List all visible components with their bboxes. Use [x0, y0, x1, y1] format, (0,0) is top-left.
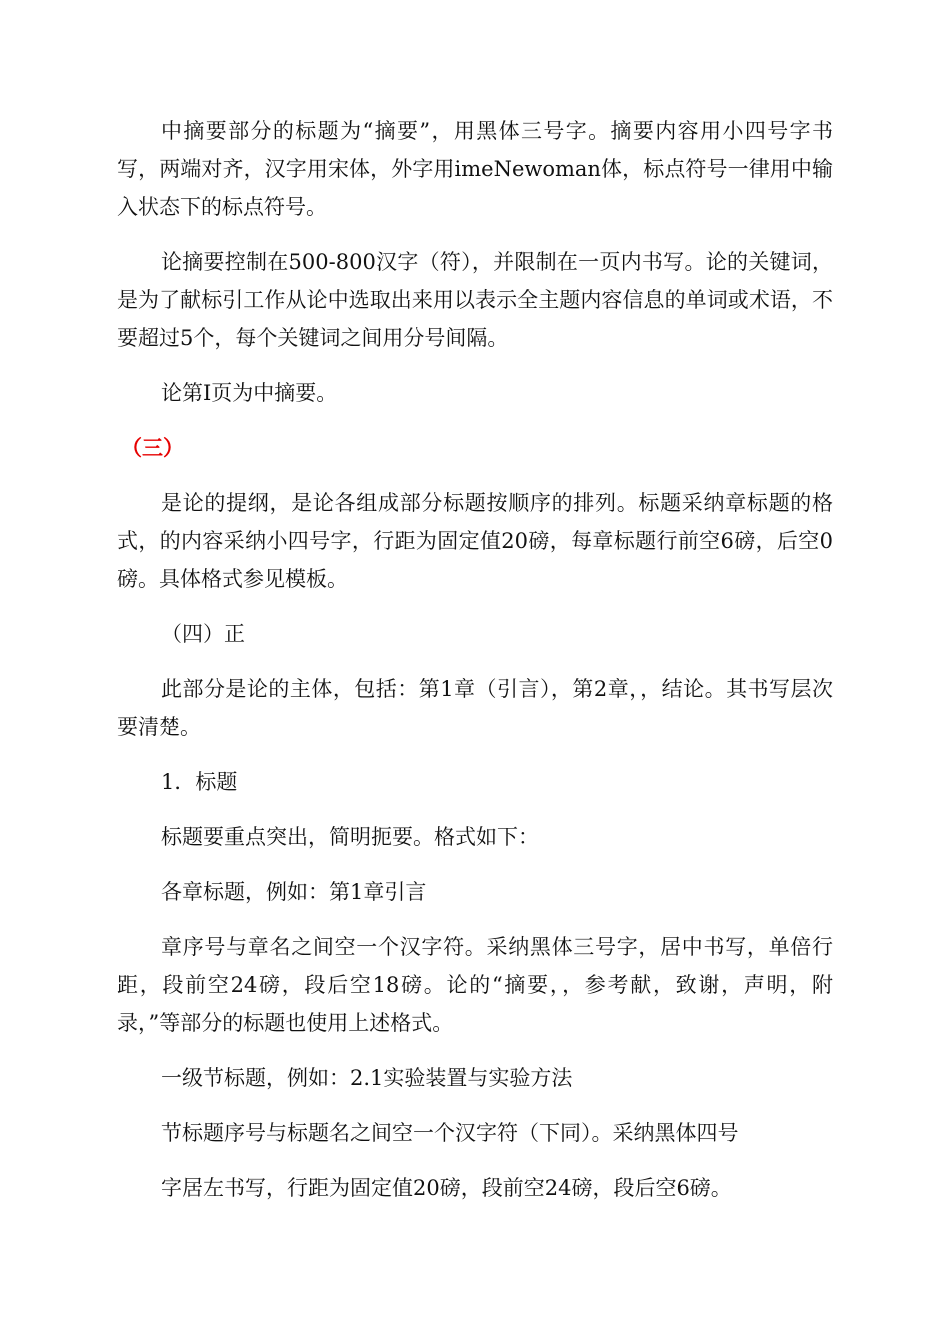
title-subheading: 1．标题	[161, 770, 238, 794]
abstract-title-format-paragraph: 中摘要部分的标题为“摘要”，用黑体三号字。摘要内容用小四号字书写，两端对齐，汉字用宋体，外字用imeNewoman体，标点符号一律用中输入状态下的标点符号。	[117, 119, 833, 219]
section-title-format-paragraph: 节标题序号与标题名之间空一个汉字符（下同）。采纳黑体四号	[161, 1121, 739, 1145]
abstract-page-paragraph: 论第Ⅰ页为中摘要。	[161, 381, 338, 405]
main-body-paragraph: 此部分是论的主体，包括：第1章（引言），第2章，，结论。其书写层次要清楚。	[117, 677, 833, 739]
section-title-example: 一级节标题，例如：2.1实验装置与实验方法	[161, 1066, 573, 1090]
chapter-title-example: 各章标题，例如：第1章引言	[161, 880, 427, 904]
document-body	[117, 112, 833, 1224]
chapter-title-format-paragraph: 章序号与章名之间空一个汉字符。采纳黑体三号字，居中书写，单倍行距，段前空24磅，段后空18磅。论的“摘要，，参考献，致谢，声明，附录，”等部分的标题也使用上述格式。	[117, 935, 833, 1035]
outline-paragraph: 是论的提纲，是论各组成部分标题按顺序的排列。标题采纳章标题的格式，的内容采纳小四号字，行距为固定值20磅，每章标题行前空6磅，后空0磅。具体格式参见模板。	[117, 491, 833, 591]
title-intro-paragraph: 标题要重点突出，简明扼要。格式如下：	[161, 825, 539, 849]
abstract-length-paragraph: 论摘要控制在500-800汉字（符），并限制在一页内书写。论的关键词，是为了献标引工作从论中选取出来用以表示全主题内容信息的单词或术语，不要超过5个，每个关键词之间用分号间隔。	[117, 250, 833, 350]
section-four-heading: （四）正	[161, 622, 245, 646]
section-title-spacing-paragraph: 字居左书写，行距为固定值20磅，段前空24磅，段后空6磅。	[161, 1176, 732, 1200]
section-three-heading: （三）	[121, 436, 184, 460]
